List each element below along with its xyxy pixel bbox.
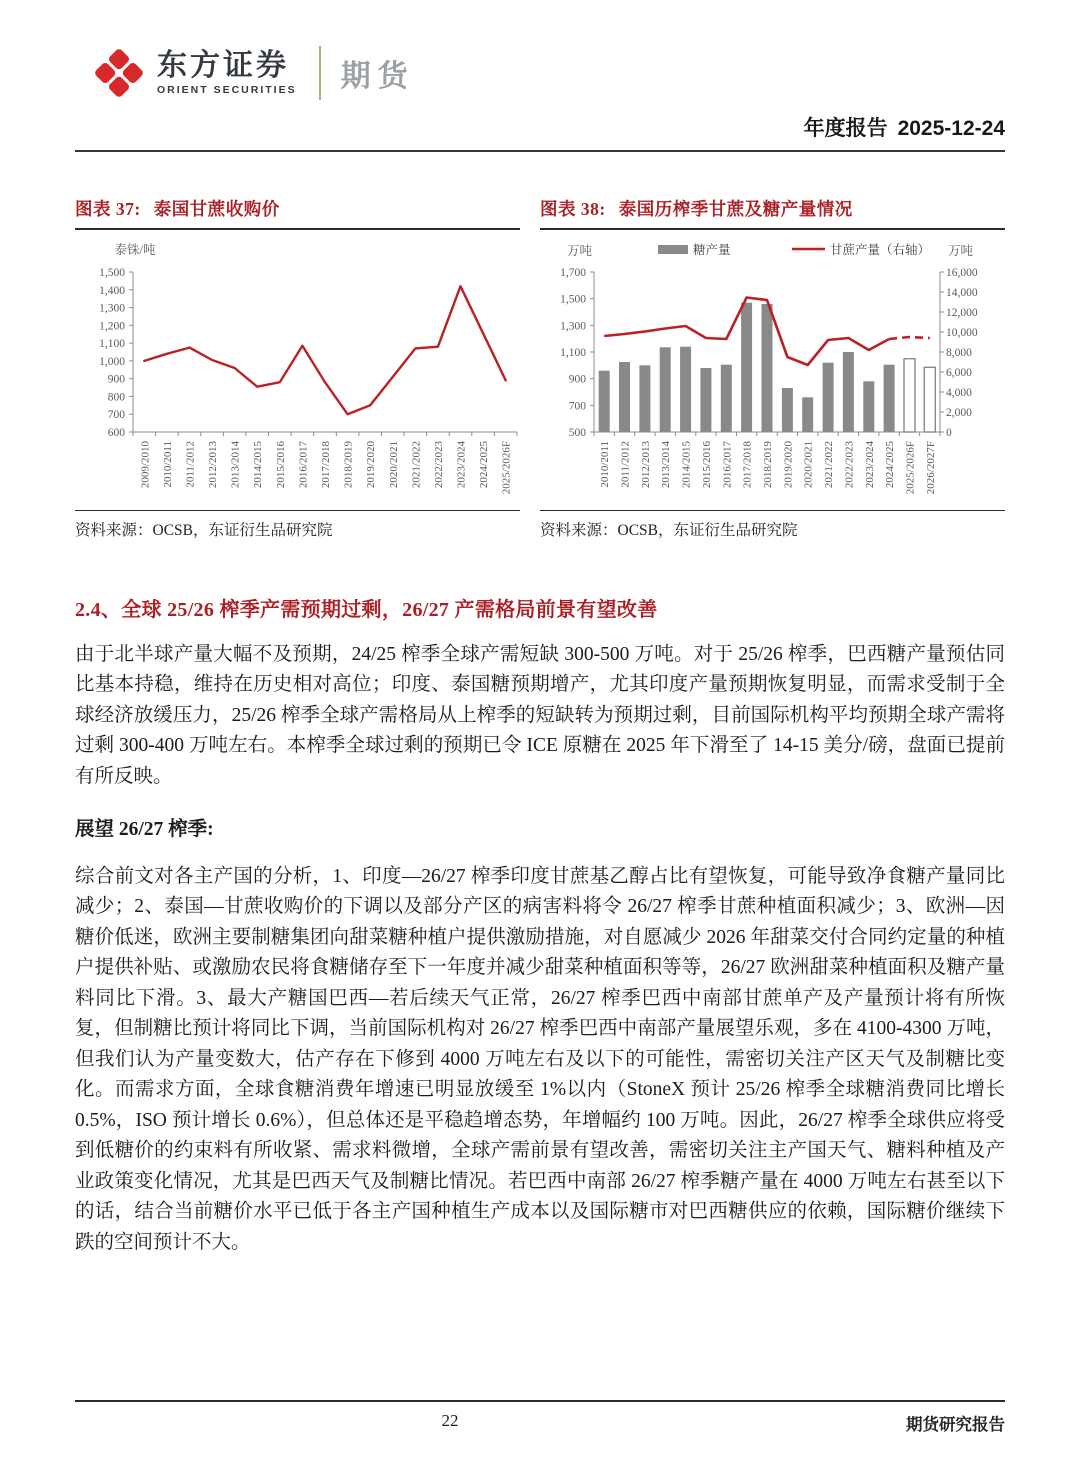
svg-text:500: 500 xyxy=(568,427,586,439)
svg-text:2019/2020: 2019/2020 xyxy=(782,441,795,489)
svg-text:2010/2011: 2010/2011 xyxy=(161,441,174,488)
svg-text:700: 700 xyxy=(568,400,586,413)
svg-text:2016/2017: 2016/2017 xyxy=(721,441,734,489)
svg-text:4,000: 4,000 xyxy=(946,387,972,399)
svg-text:泰铢/吨: 泰铢/吨 xyxy=(114,243,156,257)
svg-text:甘蔗产量（右轴）: 甘蔗产量（右轴） xyxy=(830,243,931,257)
svg-text:2013/2014: 2013/2014 xyxy=(660,441,673,489)
svg-text:2012/2013: 2012/2013 xyxy=(639,441,652,489)
paragraph-1: 由于北半球产量大幅不及预期，24/25 榨季全球产需短缺 300-500 万吨。对于 25/26 榨季，巴西糖产量预估同比基本持稳，维持在历史相对高位；印度、泰国糖预期增产，尤其印度产量预期恢复明显，而需求受制于全球经济放缓压力，25/26 榨季全球产需格局从上榨季的短缺转为预期过剩，目前国际机构平均预期全球产需将过剩 300-400 万吨左右。本榨季全球过剩的预期已令 ICE 原糖在 2025 年下滑至了 14-15 美分/磅，盘面已提前有所反映。 xyxy=(75,643,1005,787)
svg-text:900: 900 xyxy=(568,373,586,386)
orient-securities-logo-icon xyxy=(93,47,145,99)
figure38-title-text: 泰国历榨季甘蔗及糖产量情况 xyxy=(618,199,853,219)
svg-text:2010/2011: 2010/2011 xyxy=(599,441,612,488)
figure-37 xyxy=(75,196,520,540)
svg-text:6,000: 6,000 xyxy=(946,367,972,379)
svg-text:900: 900 xyxy=(107,373,125,386)
figure37-title-text: 泰国甘蔗收购价 xyxy=(153,199,280,219)
figure38-label: 图表 38: xyxy=(540,199,606,219)
svg-text:万吨: 万吨 xyxy=(566,244,592,258)
brand-name-en: ORIENT SECURITIES xyxy=(157,84,297,96)
figure37-source: 资料来源：OCSB，东证衍生品研究院 xyxy=(75,510,520,540)
svg-text:2018/2019: 2018/2019 xyxy=(342,441,355,489)
svg-text:2017/2018: 2017/2018 xyxy=(320,441,332,489)
svg-text:1,100: 1,100 xyxy=(560,347,586,359)
svg-text:16,000: 16,000 xyxy=(946,267,978,279)
svg-text:2023/2024: 2023/2024 xyxy=(455,441,468,489)
svg-text:2014/2015: 2014/2015 xyxy=(680,441,693,489)
footer-report-label: 期货研究报告 xyxy=(906,1415,1005,1434)
svg-text:糖产量: 糖产量 xyxy=(693,243,731,257)
brand-sub-futures: 期货 xyxy=(340,60,415,93)
svg-text:1,000: 1,000 xyxy=(99,355,125,368)
page-footer xyxy=(75,1400,1005,1447)
charts-row xyxy=(75,196,1005,540)
brand-text xyxy=(157,50,297,96)
svg-text:12,000: 12,000 xyxy=(946,307,978,319)
svg-text:700: 700 xyxy=(107,409,125,422)
report-date: 2025-12-24 xyxy=(897,117,1005,140)
svg-text:2022/2023: 2022/2023 xyxy=(843,441,856,489)
svg-text:10,000: 10,000 xyxy=(946,327,978,339)
svg-text:2020/2021: 2020/2021 xyxy=(802,441,815,489)
svg-text:2,000: 2,000 xyxy=(946,407,972,419)
svg-text:14,000: 14,000 xyxy=(946,287,978,299)
svg-text:2012/2013: 2012/2013 xyxy=(207,441,220,489)
svg-text:1,300: 1,300 xyxy=(99,302,125,315)
svg-text:2009/2010: 2009/2010 xyxy=(139,441,152,489)
svg-text:600: 600 xyxy=(107,427,125,439)
svg-text:2015/2016: 2015/2016 xyxy=(274,441,287,489)
svg-text:2011/2012: 2011/2012 xyxy=(184,441,197,488)
svg-text:2011/2012: 2011/2012 xyxy=(619,441,632,488)
svg-text:1,500: 1,500 xyxy=(99,267,125,279)
page-number: 22 xyxy=(441,1411,459,1430)
figure-38 xyxy=(540,196,1005,540)
svg-text:2013/2014: 2013/2014 xyxy=(229,441,242,489)
outlook-subheading: 展望 26/27 榨季: xyxy=(75,818,214,840)
svg-text:1,500: 1,500 xyxy=(560,293,586,306)
svg-text:2018/2019: 2018/2019 xyxy=(762,441,774,489)
svg-text:2015/2016: 2015/2016 xyxy=(700,441,713,489)
svg-text:2025/2026F: 2025/2026F xyxy=(500,441,513,495)
svg-text:2024/2025: 2024/2025 xyxy=(478,441,491,489)
svg-text:2016/2017: 2016/2017 xyxy=(297,441,310,489)
report-type: 年度报告 xyxy=(803,117,888,140)
svg-text:0: 0 xyxy=(946,427,952,439)
svg-text:2019/2020: 2019/2020 xyxy=(365,441,378,489)
svg-text:8,000: 8,000 xyxy=(946,347,972,359)
page-header xyxy=(75,0,1005,152)
brand-name-cn: 东方证券 xyxy=(157,49,289,82)
svg-text:2024/2025: 2024/2025 xyxy=(884,441,897,489)
svg-text:2025/2026F: 2025/2026F xyxy=(904,441,917,495)
svg-text:800: 800 xyxy=(107,391,125,404)
svg-text:1,700: 1,700 xyxy=(560,267,586,279)
svg-text:2022/2023: 2022/2023 xyxy=(432,441,445,489)
brand-divider xyxy=(319,46,321,100)
svg-text:1,100: 1,100 xyxy=(99,338,125,351)
svg-text:2017/2018: 2017/2018 xyxy=(741,441,754,489)
svg-text:1,200: 1,200 xyxy=(99,320,125,333)
svg-text:2021/2022: 2021/2022 xyxy=(823,441,836,489)
brand-block xyxy=(93,46,415,100)
report-meta xyxy=(794,112,1005,142)
figure37-title xyxy=(75,196,520,230)
svg-text:2023/2024: 2023/2024 xyxy=(863,441,876,489)
paragraph-2: 综合前文对各主产国的分析，1、印度—26/27 榨季印度甘蔗基乙醇占比有望恢复，可能导致净食糖产量同比减少；2、泰国—甘蔗收购价的下调以及部分产区的病害料将令 26/27 榨季甘蔗种植面积减少；3、欧洲—因糖价低迷，欧洲主要制糖集团向甜菜糖种植户提供激励措施，对自愿减少 2026 年甜菜交付合同约定量的种植户提供补贴、或激励农民将食糖储存至下一年度并减少甜菜种植面积等等，26/27 欧洲甜菜种植面积及糖产量料同比下滑。3、最大产糖国巴西—若后续天气正常，26/27 榨季巴西中南部甘蔗单产及产量预计将有所恢复，但制糖比预计将同比下调，当前国际机构对 26/27 榨季巴西中南部产量展望乐观，多在 4100-4300 万吨，但我们认为产量变数大，估产存在下修到 4000 万吨左右及以下的可能性，需密切关注产区天气及制糖比变化。而需求方面，全球食糖消费年增速已明显放缓至 1%以内（StoneX 预计 25/26 榨季全球糖消费同比增长 0.5%，ISO 预计增长 0.6%），但总体还是平稳趋增态势，年增幅约 100 万吨。因此，26/27 榨季全球供应将受到低糖价的约束料有所收紧、需求料微增，全球产需前景有望改善，需密切关注主产国天气、糖料种植及产业政策变化情况，尤其是巴西天气及制糖比情况。若巴西中南部 26/27 榨季糖产量在 4000 万吨左右甚至以下的话，结合当前糖价水平已低于各主产国种植生产成本以及国际糖市对巴西糖供应的依赖，国际糖价继续下跌的空间预计不大。 xyxy=(75,865,1005,1253)
svg-text:2026/2027F: 2026/2027F xyxy=(924,441,937,495)
figure37-label: 图表 37: xyxy=(75,199,141,219)
figure38-combo-chart xyxy=(540,236,1005,508)
figure38-source: 资料来源：OCSB，东证衍生品研究院 xyxy=(540,510,1005,540)
svg-text:2014/2015: 2014/2015 xyxy=(252,441,265,489)
section-heading-2-4: 2.4、全球 25/26 榨季产需预期过剩，26/27 产需格局前景有望改善 xyxy=(75,598,658,621)
svg-text:2021/2022: 2021/2022 xyxy=(410,441,423,489)
svg-text:1,300: 1,300 xyxy=(560,320,586,333)
figure38-title xyxy=(540,196,1005,230)
svg-text:万吨: 万吨 xyxy=(948,244,974,258)
figure37-line-chart xyxy=(75,236,520,508)
svg-text:1,400: 1,400 xyxy=(99,284,125,297)
svg-text:2020/2021: 2020/2021 xyxy=(387,441,400,489)
